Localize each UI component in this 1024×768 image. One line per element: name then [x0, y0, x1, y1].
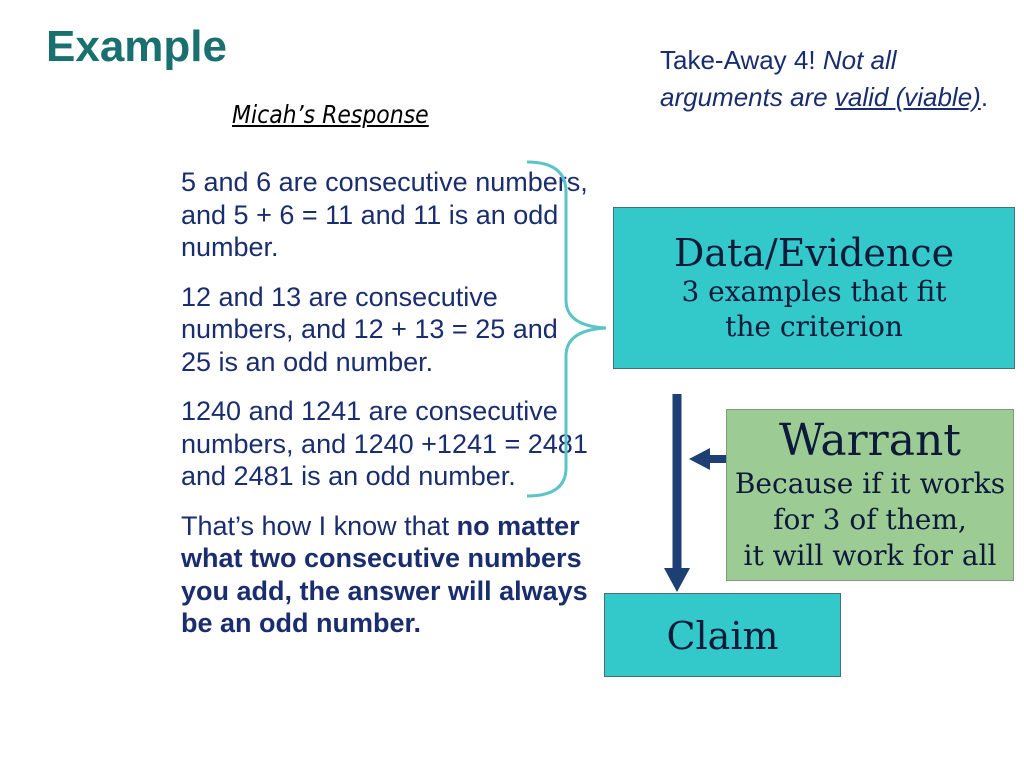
evidence-bracket	[527, 162, 606, 496]
takeaway-italic: Not all arguments are	[660, 45, 897, 112]
data-evidence-line-1: 3 examples that fit	[681, 275, 947, 308]
warrant-box	[726, 409, 1014, 581]
data-evidence-box	[613, 207, 1015, 369]
slide-subtitle: Micah’s Response	[232, 100, 429, 129]
claim-box	[604, 593, 841, 677]
slide-title: Example	[46, 22, 227, 71]
left-arrow-head	[689, 448, 710, 470]
takeaway-underlined: valid (viable)	[834, 82, 981, 112]
warrant-line-2: for 3 of them,	[773, 503, 967, 536]
warrant-title: Warrant	[779, 415, 961, 466]
response-paragraph-2: 12 and 13 are consecutive numbers, and 12 + 13 = 25 and 25 is an odd number.	[181, 281, 558, 377]
takeaway-suffix: .	[980, 82, 989, 112]
response-conclusion-bold: no matter what two consecutive numbers you add, the answer will always be an odd number.	[181, 510, 588, 638]
warrant-line-1: Because if it works	[734, 467, 1006, 500]
down-arrow-head	[664, 568, 690, 592]
response-paragraph-1: 5 and 6 are consecutive numbers, and 5 + 6 = 11 and 11 is an odd number.	[181, 167, 588, 262]
response-conclusion-plain: That’s how I know that	[181, 510, 457, 541]
warrant-line-3: it will work for all	[743, 539, 997, 572]
takeaway-prefix: Take-Away 4!	[660, 45, 823, 75]
data-evidence-title: Data/Evidence	[673, 231, 955, 275]
claim-title: Claim	[666, 614, 779, 658]
response-paragraph-3: 1240 and 1241 are consecutive numbers, and 1240 +1241 = 2481 and 2481 is an odd number.	[181, 396, 588, 491]
data-evidence-line-2: the criterion	[725, 310, 903, 343]
